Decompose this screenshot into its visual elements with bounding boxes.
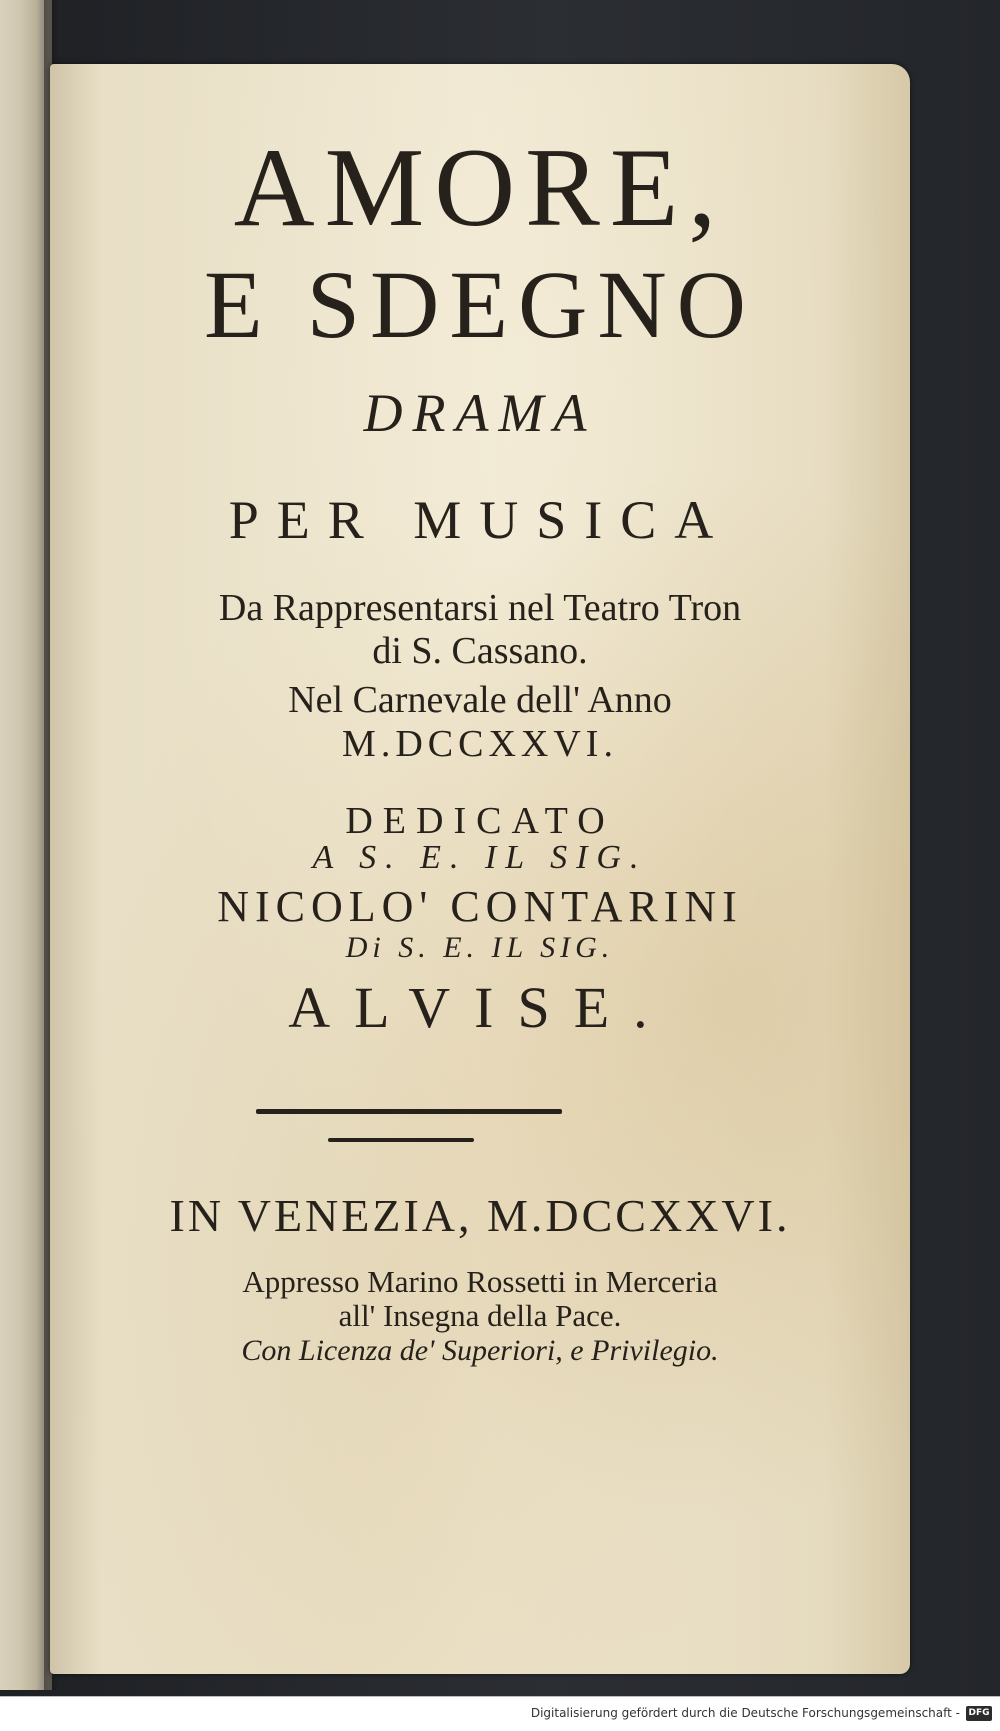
footer-bar [0,1696,1000,1731]
dedication-heading: DEDICATO [345,800,615,842]
dedication-honorific: A S. E. IL SIG. [312,839,648,876]
season-year: M.DCCXXVI. [342,723,618,765]
title-esdegno: E SDEGNO [204,251,756,358]
imprint-place-year: IN VENEZIA, M.DCCXXVI. [169,1190,791,1241]
dedicatee-parent-honorific: Di S. E. IL SIG. [345,931,615,964]
dedicatee-parent-name: ALVISE. [288,975,672,1040]
subtitle-per-musica: PER MUSICA [228,490,732,550]
season-line: Nel Carnevale dell' Anno [288,679,672,721]
subtitle-drama: DRAMA [363,383,597,443]
dedicatee-name: NICOLO' CONTARINI [217,882,743,931]
ornamental-rule-short [328,1138,474,1142]
venue-line-2: di S. Cassano. [372,630,588,672]
imprint-license: Con Licenza de' Superiori, e Privilegio. [241,1334,719,1367]
imprint-printer: Appresso Marino Rossetti in Merceria [242,1264,718,1299]
title-page [50,64,910,1674]
venue-line: Da Rappresentarsi nel Teatro Tron [218,587,742,629]
imprint-sign: all' Insegna della Pace. [338,1298,622,1333]
ornamental-rule-long [256,1109,562,1114]
footer-credit: Digitalisierung gefördert durch die Deutsche Forschungsgemeinschaft - [530,1706,960,1720]
title-amore: AMORE, [233,126,727,250]
dfg-logo-icon: DFG [966,1706,992,1721]
